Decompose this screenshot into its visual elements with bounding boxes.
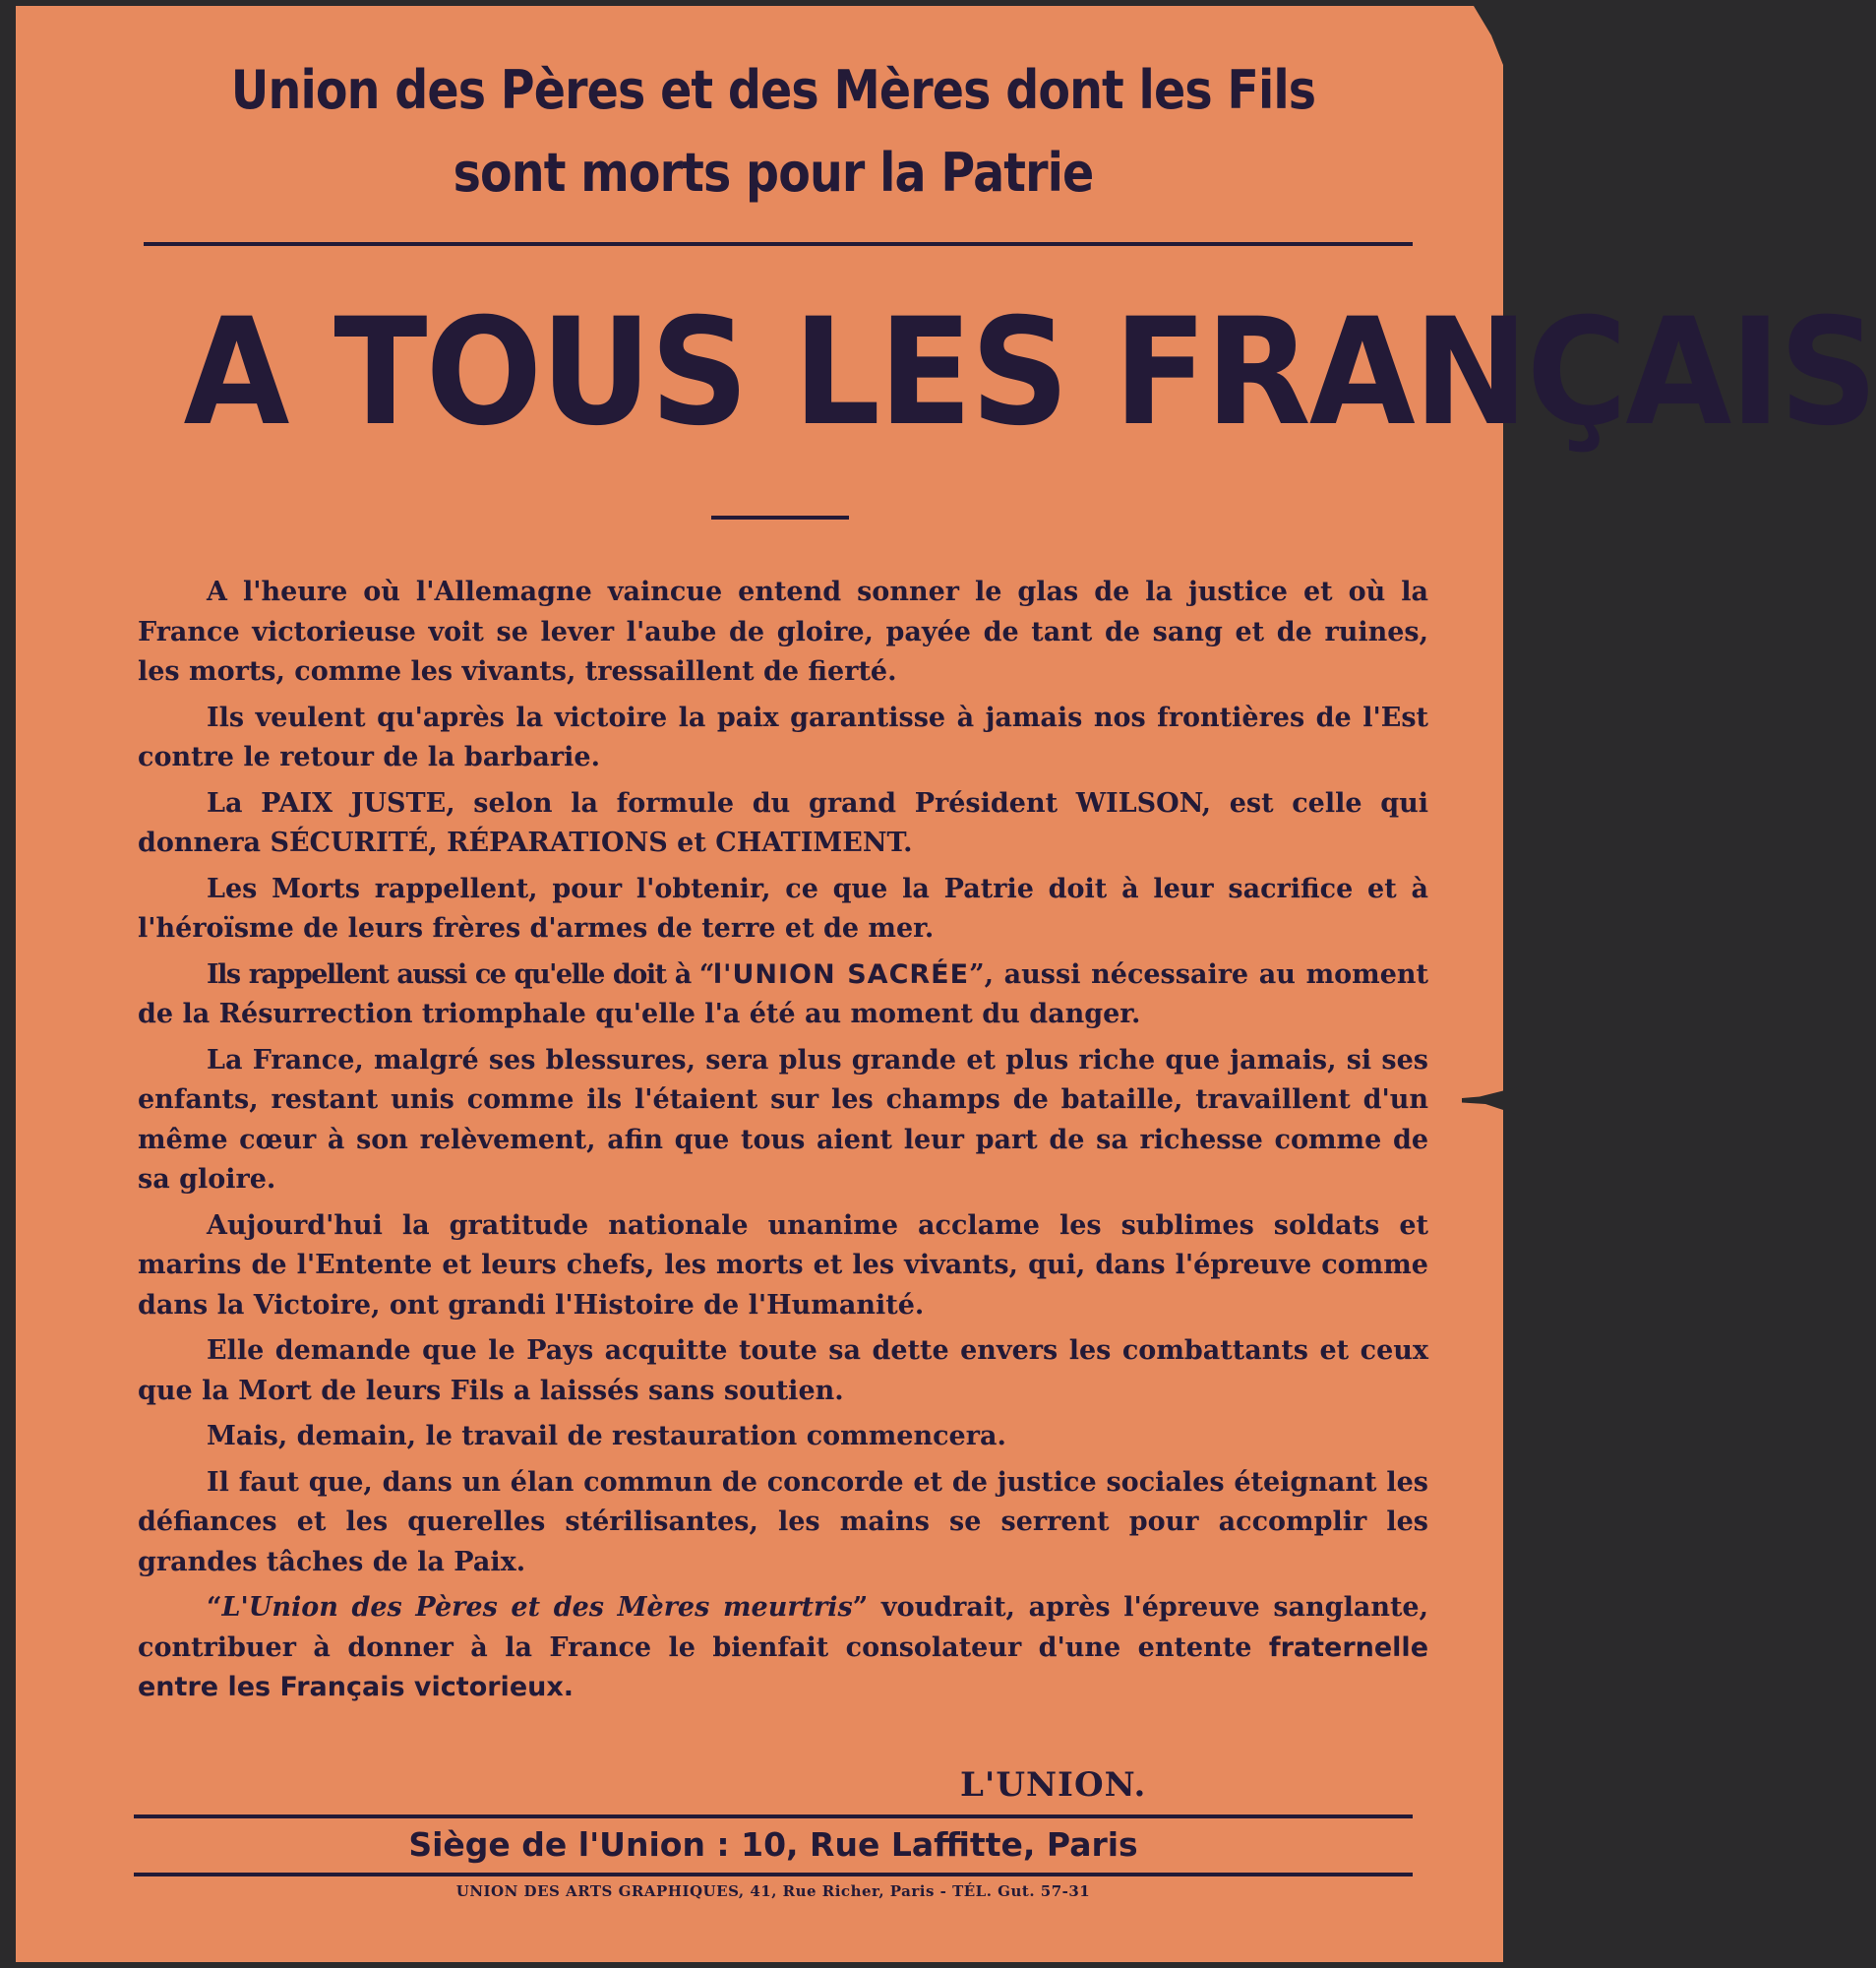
paragraph-4: Les Morts rappellent, pour l'obtenir, ce que la Patrie doit à leur sacrifice et à l'héroïsme de leurs frères d'armes de terre et de mer. <box>138 873 1428 944</box>
poster-title: A TOUS LES FRANÇAIS <box>183 287 1876 459</box>
title-divider <box>711 516 849 520</box>
signature: L'UNION. <box>960 1765 1147 1805</box>
paragraph-5 <box>138 955 1428 1035</box>
paragraph-10: Il faut que, dans un élan commun de concorde et de justice sociales éteignant les défiances et les querelles stérilisantes, les mains se serrent pour accomplir les grandes tâches de la Paix. <box>138 1466 1428 1577</box>
printer-credit: UNION DES ARTS GRAPHIQUES, 41, Rue Richer, Paris - TÉL. Gut. 57-31 <box>455 1882 1091 1900</box>
paragraph-3-text-a: La <box>207 787 262 819</box>
paragraph-9: Mais, demain, le travail de restauration commencera. <box>207 1421 1006 1451</box>
top-divider <box>144 242 1413 246</box>
paragraph-8: Elle demande que le Pays acquitte toute sa dette envers les combattants et ceux que la Mort de leurs Fils a laissés sans soutien. <box>138 1335 1428 1406</box>
paragraph-1: A l'heure où l'Allemagne vaincue entend sonner le glas de la justice et où la France victorieuse voit se lever l'aube de gloire, payée de tant de sang et de ruines, les morts, comme les vivants, tressaillent de fierté. <box>138 577 1428 687</box>
paragraph-5-text-c: ”, aussi nécessaire au moment de la Résurrection triomphale qu'elle l'a été au moment du danger. <box>138 958 1429 1029</box>
paragraph-2: Ils veulent qu'après la victoire la paix garantisse à jamais nos frontières de l'Est contre le retour de la barbarie. <box>138 702 1428 772</box>
bottom-divider-2 <box>134 1873 1413 1876</box>
paragraph-11-text-c: ” voudrait, après l'épreuve sanglante, contribuer à donner à la France le bienfait consolateur d'une entente <box>138 1592 1428 1663</box>
paragraph-3-text-g: et <box>667 828 716 858</box>
header-line-2: sont morts pour la Patrie <box>453 142 1094 204</box>
paper-tear-corner <box>1474 6 1503 65</box>
paragraph-3 <box>138 784 1428 864</box>
organization-header <box>211 49 1336 215</box>
paix-juste: PAIX JUSTE <box>261 787 447 819</box>
paragraph-7: Aujourd'hui la gratitude nationale unanime acclame les sublimes soldats et marins de l'Entente et leurs chefs, les morts et les vivants, qui, dans l'épreuve comme dans la Victoire, ont grandi l'Histoire de l'Humanité. <box>138 1209 1428 1321</box>
paragraph-11-text-a: “ <box>207 1592 222 1623</box>
paragraph-5-text-a: Ils rappellent aussi ce qu'elle doit à “ <box>207 958 713 990</box>
chatiment: CHATIMENT <box>715 828 904 858</box>
paragraph-3-text-c: , selon la formule du grand Président <box>446 787 1076 819</box>
poster-body <box>138 573 1428 1714</box>
union-sacree: l'UNION SACRÉE <box>712 958 970 990</box>
paragraph-11-text-d: fraternelle entre les Français victorieux. <box>138 1631 1428 1702</box>
paragraph-11 <box>138 1588 1428 1708</box>
paragraph-3-text-i: . <box>903 828 913 858</box>
paragraph-6: La France, malgré ses blessures, sera plus grande et plus riche que jamais, si ses enfants, restant unis comme ils l'étaient sur les champs de bataille, travaillent d'un même cœur à son relèvement, afin que tous aient leur part de sa richesse comme de sa gloire. <box>138 1044 1428 1195</box>
wilson: WILSON <box>1075 787 1202 819</box>
poster <box>16 6 1876 1962</box>
bottom-divider-1 <box>134 1814 1413 1818</box>
securite-reparations: SÉCURITÉ, RÉPARATIONS <box>270 828 668 858</box>
paragraph-3-text-e: , est celle qui donnera <box>138 787 1428 858</box>
paper-tear-right <box>1462 1086 1521 1116</box>
union-quote: L'Union des Pères et des Mères meurtris <box>221 1592 853 1623</box>
seat-address: Siège de l'Union : 10, Rue Laffitte, Paris <box>408 1825 1138 1864</box>
header-line-1: Union des Pères et des Mères dont les Fils <box>230 59 1316 121</box>
